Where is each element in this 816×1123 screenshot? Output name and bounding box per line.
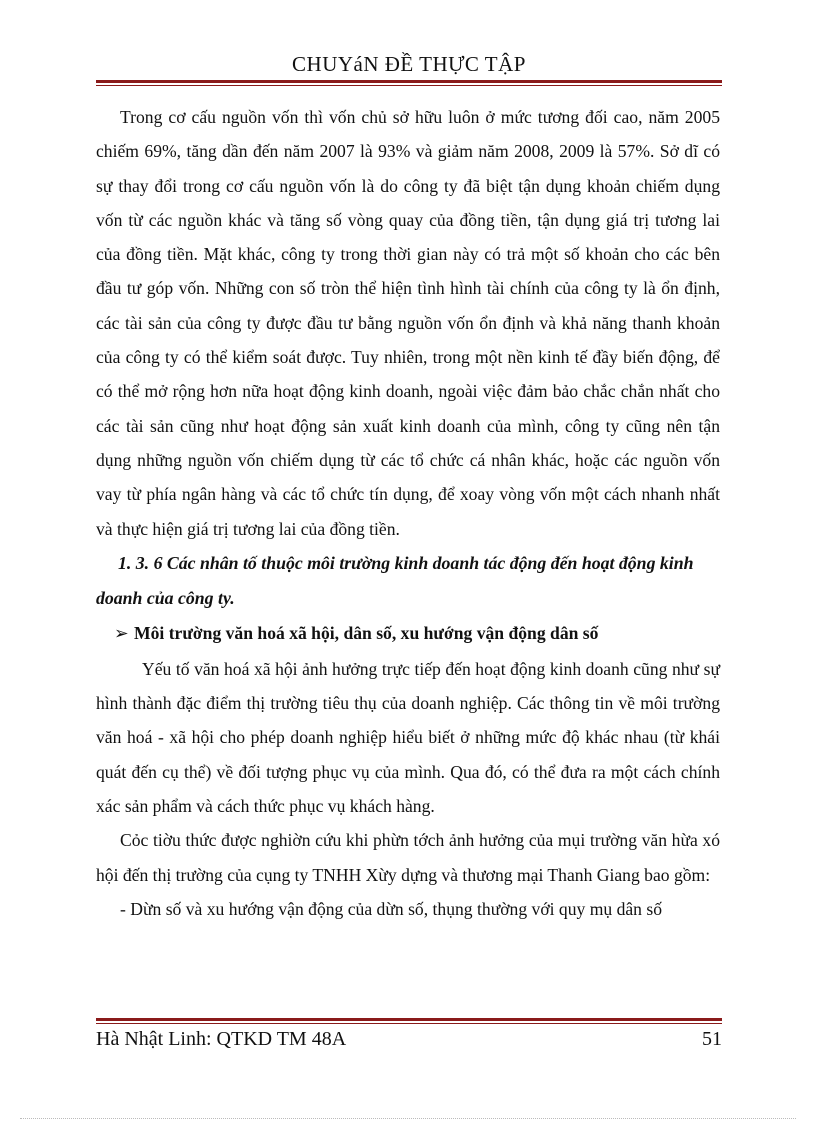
footer-author: Hà Nhật Linh: QTKD TM 48A [96, 1028, 347, 1050]
header-rule-thin [96, 85, 722, 86]
header-rule [96, 80, 722, 86]
page-number: 51 [702, 1028, 722, 1050]
section-heading: 1. 3. 6 Các nhân tố thuộc môi trường kinh doanh tác động đến hoạt động kinh doanh của công ty. [96, 552, 694, 608]
footer-line [96, 1028, 722, 1051]
header-rule-thick [96, 80, 722, 83]
header-title: CHUYáN ĐỀ THỰC TẬP [292, 52, 526, 76]
footer-rule-thick [96, 1018, 722, 1021]
paragraph-culture-society: Yếu tố văn hoá xã hội ảnh hưởng trực tiếp đến hoạt động kinh doanh cũng như sự hình thành đặc điểm thị trường tiêu thụ của doanh nghiệp. Các thông tin về môi trường văn hoá - xã hội cho phép doanh nghiệp hiểu biết ở những mức độ khác nhau (từ khái quát đến cụ thể) về đối tượng phục vụ của mình. Qua đó, có thể đưa ra một cách chính xác sản phẩm và cách thức phục vụ khách hàng. [96, 658, 720, 817]
paragraph-criteria: Cỏc tiờu thức được nghiờn cứu khi phừn tớch ảnh hưởng của mụi trường văn hừa xó hội đến thị trường của cụng ty TNHH Xừy dựng và thương mại Thanh Giang bao gồm: [96, 830, 720, 885]
bullet-item [96, 616, 720, 650]
paragraph-population: - Dừn số và xu hướng vận động của dừn số, thụng thường với quy mụ dân số [120, 898, 663, 919]
footer-rule [96, 1018, 722, 1024]
page-body [96, 100, 720, 926]
arrowhead-bullet-icon: ➢ [114, 622, 129, 643]
paragraph-capital-structure: Trong cơ cấu nguồn vốn thì vốn chủ sở hữu luôn ở mức tương đối cao, năm 2005 chiếm 69%, tăng dần đến năm 2007 là 93% và giảm năm 2008, 2009 là 57%. Sở dĩ có sự thay đổi trong cơ cấu nguồn vốn là do công ty đã biệt tận dụng khoản chiếm dụng vốn từ các nguồn khác và tăng số vòng quay của đồng tiền, tận dụng giá trị tương lai của đồng tiền. Mặt khác, công ty trong thời gian này có trả một số khoản cho các bên đầu tư góp vốn. Những con số tròn thể hiện tình hình tài chính của công ty là ổn định, các tài sản của công ty được đầu tư bằng nguồn vốn ổn định và khả năng thanh khoản của công ty có thể kiểm soát được. Tuy nhiên, trong một nền kinh tế đầy biến động, để có thể mở rộng hơn nữa hoạt động kinh doanh, ngoài việc đảm bảo chắc chắn nhất cho các tài sản cũng như hoạt động sản xuất kinh doanh của mình, công ty cũng nên tận dụng những nguồn vốn chiếm dụng từ các tổ chức cá nhân khác, hoặc các nguồn vốn vay từ phía ngân hàng và các tổ chức tín dụng, để xoay vòng vốn một cách nhanh nhất và thực hiện giá trị tương lai của đồng tiền. [96, 107, 720, 539]
bullet-text: Môi trường văn hoá xã hội, dân số, xu hướng vận động dân số [134, 622, 599, 643]
page-edge-dotted-line [20, 1118, 796, 1119]
footer-rule-thin [96, 1023, 722, 1024]
